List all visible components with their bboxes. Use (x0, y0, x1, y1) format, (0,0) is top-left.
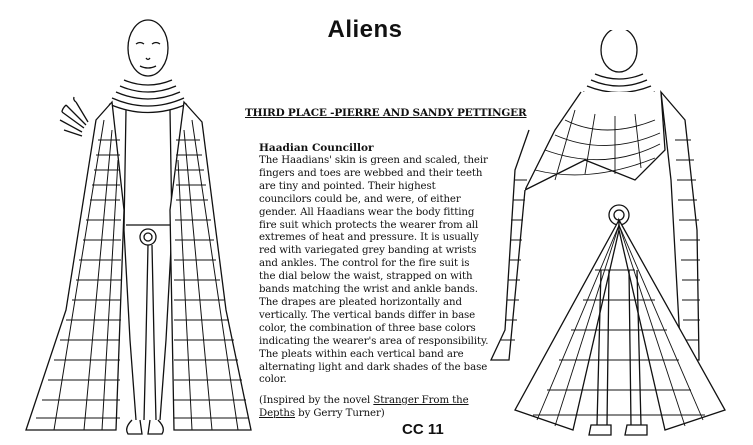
article-line: and ankles. The control for the fire suit is (259, 258, 470, 270)
article-line: alternating light and dark shades of the base (259, 361, 488, 373)
article-line: red with variegated grey banding at wrists (259, 245, 477, 257)
article-line: are tiny and pointed. Their highest (259, 180, 436, 192)
article-line: color, the combination of three base colors (259, 322, 476, 334)
article-line: vertically. The vertical bands differ in base (259, 309, 476, 321)
page-code: CC 11 (402, 421, 444, 438)
article-subheading: Haadian Councillor (259, 142, 374, 154)
article-line: The pleats within each vertical band are (259, 348, 464, 360)
article-line: councilors could be, and were, of either (259, 193, 461, 205)
article-line: fire suit which protects the wearer from all (259, 219, 479, 231)
article-line: bands matching the wrist and ankle bands. (259, 284, 478, 296)
costume-back-illustration (485, 30, 753, 442)
article-body (259, 155, 517, 387)
article-line: the dial below the waist, strapped on with (259, 271, 473, 283)
article-line: The drapes are pleated horizontally and (259, 296, 462, 308)
article-line: extremes of heat and pressure. It is usually (259, 232, 479, 244)
article-line: fingers and toes are webbed and their teeth (259, 167, 483, 179)
article-credit (259, 395, 469, 421)
article-line: gender. All Haadians wear the body fitting (259, 206, 475, 218)
costume-front-illustration (6, 10, 256, 440)
page-title: Aliens (327, 16, 403, 43)
credit-prefix: (Inspired by the novel (259, 395, 374, 406)
article-line: indicating the wearer's area of responsibility. (259, 335, 489, 347)
article-line: The Haadians' skin is green and scaled, their (259, 155, 488, 166)
credit-suffix: by Gerry Turner) (295, 407, 385, 419)
article-heading: THIRD PLACE -PIERRE AND SANDY PETTINGER (245, 107, 527, 119)
novel-title-part1: Stranger From the (373, 395, 469, 406)
novel-title-part2: Depths (259, 407, 296, 419)
article-line: color. (259, 374, 287, 386)
